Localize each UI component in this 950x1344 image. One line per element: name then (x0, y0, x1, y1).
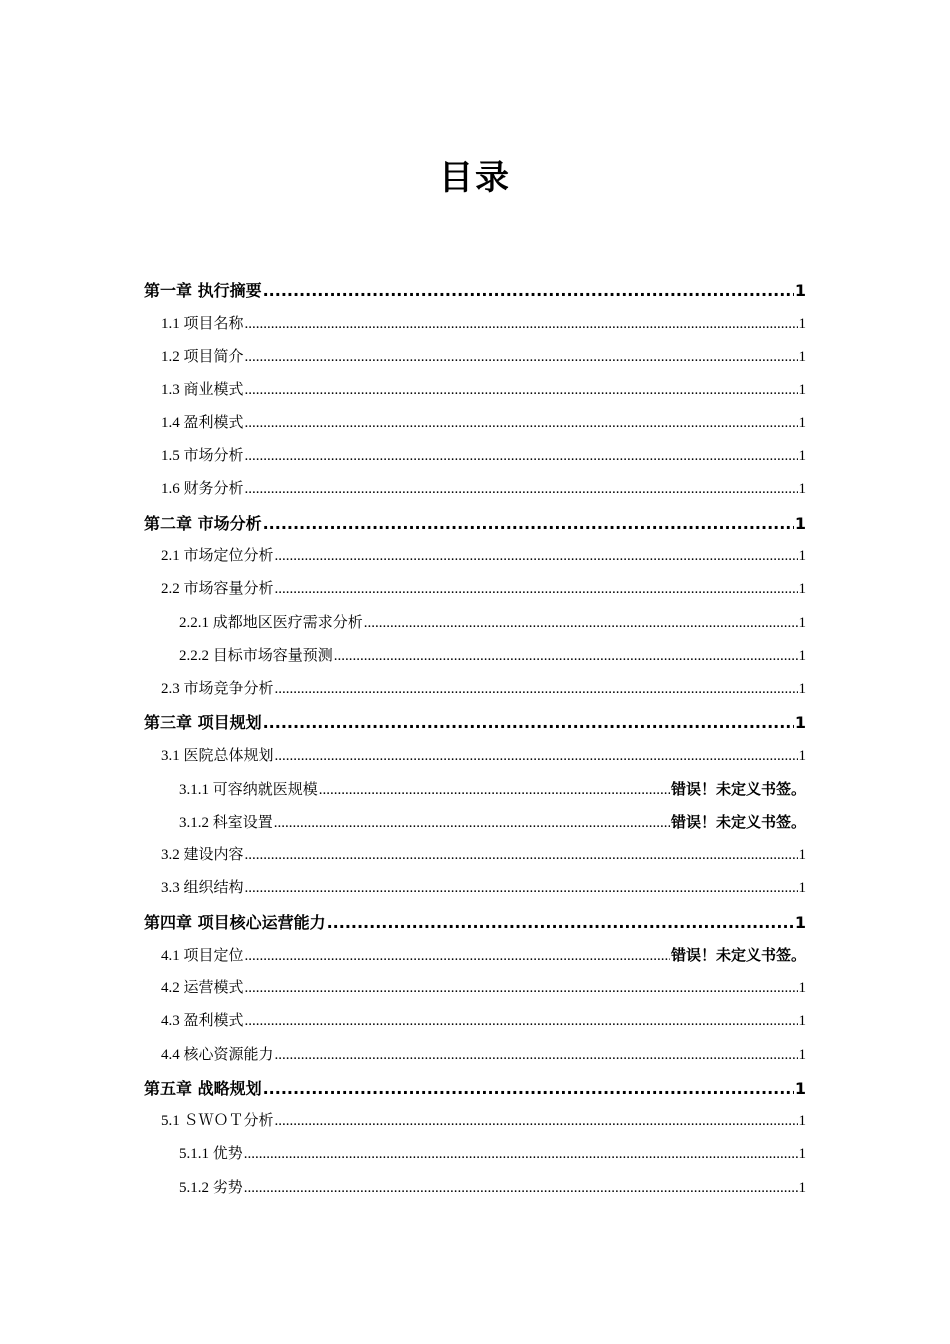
toc-page-number: 1 (798, 1146, 806, 1163)
toc-section-entry[interactable] (144, 1039, 806, 1072)
dot-leader (245, 374, 798, 407)
dot-leader (274, 807, 670, 839)
toc-page-number: 1 (794, 513, 806, 533)
toc-entry-label: 第五章 战略规划 (144, 1078, 262, 1098)
toc-page-number: 1 (798, 381, 806, 398)
toc-entry-label: 4.1 项目定位 (161, 948, 244, 964)
toc-page-number: 1 (798, 315, 806, 332)
toc-entry-label: 1.5 市场分析 (161, 448, 244, 465)
dot-leader (327, 906, 794, 940)
dot-leader (275, 673, 798, 706)
toc-entry-label: 2.3 市场竞争分析 (161, 680, 274, 697)
toc-entry-label: 5.1 ＳＷＯＴ分析 (161, 1113, 274, 1130)
toc-page-number: 1 (798, 680, 806, 697)
toc-chapter-entry[interactable] (144, 274, 806, 308)
toc-section-entry[interactable] (144, 607, 806, 640)
toc-chapter-entry[interactable] (144, 1072, 806, 1106)
dot-leader (245, 341, 798, 374)
toc-section-entry[interactable] (144, 407, 806, 440)
toc-section-entry[interactable] (144, 773, 806, 806)
dot-leader (245, 308, 798, 341)
toc-chapter-entry[interactable] (144, 507, 806, 541)
dot-leader (244, 1138, 798, 1171)
toc-page-number: 1 (798, 980, 806, 997)
toc-page-number: 1 (798, 1179, 806, 1196)
toc-page-number: 错误！未定义书签。 (670, 812, 806, 831)
toc-section-entry[interactable] (144, 1138, 806, 1171)
toc-page-number: 1 (798, 880, 806, 897)
toc-page-number: 错误！未定义书签。 (670, 946, 806, 964)
toc-chapter-entry[interactable] (144, 706, 806, 740)
toc-page-number: 1 (798, 1113, 806, 1130)
toc-section-entry[interactable] (144, 640, 806, 673)
toc-section-entry[interactable] (144, 473, 806, 506)
dot-leader (334, 640, 798, 673)
table-of-contents (144, 274, 806, 1205)
toc-entry-label: 3.1.2 科室设置 (179, 814, 273, 831)
toc-entry-label: 3.1 医院总体规划 (161, 747, 274, 764)
toc-section-entry[interactable] (144, 839, 806, 872)
toc-section-entry[interactable] (144, 872, 806, 905)
dot-leader (275, 1039, 798, 1072)
toc-section-entry[interactable] (144, 341, 806, 374)
toc-section-entry[interactable] (144, 1105, 806, 1138)
dot-leader (263, 507, 794, 541)
toc-page-number: 1 (798, 847, 806, 864)
toc-entry-label: 3.2 建设内容 (161, 847, 244, 864)
toc-entry-label: 第二章 市场分析 (144, 513, 262, 533)
dot-leader (245, 440, 798, 473)
toc-page-number: 1 (798, 348, 806, 365)
dot-leader (245, 1005, 798, 1038)
dot-leader (245, 407, 798, 440)
toc-section-entry[interactable] (144, 1005, 806, 1038)
toc-entry-label: 1.4 盈利模式 (161, 415, 244, 432)
toc-chapter-entry[interactable] (144, 906, 806, 940)
toc-entry-label: 2.2 市场容量分析 (161, 581, 274, 598)
toc-entry-label: 4.4 核心资源能力 (161, 1046, 274, 1063)
toc-entry-label: 2.1 市场定位分析 (161, 548, 274, 565)
toc-entry-label: 2.2.2 目标市场容量预测 (179, 647, 333, 664)
dot-leader (245, 473, 798, 506)
toc-entry-label: 4.2 运营模式 (161, 980, 244, 997)
toc-section-entry[interactable] (144, 374, 806, 407)
dot-leader (319, 774, 670, 806)
toc-page-number: 1 (794, 281, 806, 300)
dot-leader (245, 940, 670, 972)
dot-leader (275, 740, 798, 773)
dot-leader (275, 573, 798, 606)
toc-page-number: 1 (798, 481, 806, 498)
toc-page-number: 1 (798, 1013, 806, 1030)
toc-page-number: 1 (798, 448, 806, 465)
toc-page-number: 1 (798, 415, 806, 432)
dot-leader (245, 972, 798, 1005)
toc-section-entry[interactable] (144, 573, 806, 606)
dot-leader (275, 1105, 798, 1138)
toc-page-number: 1 (798, 581, 806, 598)
toc-section-entry[interactable] (144, 972, 806, 1005)
toc-page-number: 1 (798, 647, 806, 664)
toc-page-number: 1 (798, 1046, 806, 1063)
toc-page-number: 1 (794, 713, 806, 733)
toc-page-number: 错误！未定义书签。 (670, 779, 806, 798)
toc-page-number: 1 (798, 548, 806, 565)
dot-leader (244, 1172, 798, 1205)
toc-page-number: 1 (798, 614, 806, 631)
toc-entry-label: 1.2 项目简介 (161, 348, 244, 365)
toc-page-number: 1 (798, 747, 806, 764)
toc-entry-label: 2.2.1 成都地区医疗需求分析 (179, 614, 363, 631)
toc-page-number: 1 (794, 912, 806, 932)
toc-section-entry[interactable] (144, 440, 806, 473)
page-title: 目录 (439, 158, 511, 198)
dot-leader (245, 872, 798, 905)
dot-leader (263, 706, 794, 740)
dot-leader (245, 839, 798, 872)
toc-section-entry[interactable] (144, 308, 806, 341)
toc-entry-label: 3.1.1 可容纳就医规模 (179, 781, 318, 798)
toc-entry-label: 5.1.2 劣势 (179, 1179, 243, 1196)
toc-section-entry[interactable] (144, 540, 806, 573)
dot-leader (263, 1072, 794, 1106)
dot-leader (275, 540, 798, 573)
toc-entry-label: 4.3 盈利模式 (161, 1013, 244, 1030)
toc-section-entry[interactable] (144, 740, 806, 773)
toc-entry-label: 第四章 项目核心运营能力 (144, 912, 326, 932)
toc-section-entry[interactable] (144, 673, 806, 706)
toc-entry-label: 1.1 项目名称 (161, 315, 244, 332)
dot-leader (364, 607, 798, 640)
dot-leader (263, 274, 794, 308)
toc-entry-label: 1.6 财务分析 (161, 481, 244, 498)
toc-section-entry[interactable] (144, 939, 806, 972)
toc-page-number: 1 (794, 1078, 806, 1098)
toc-entry-label: 第三章 项目规划 (144, 713, 262, 733)
toc-entry-label: 1.3 商业模式 (161, 381, 244, 398)
toc-entry-label: 第一章 执行摘要 (144, 281, 262, 300)
toc-section-entry[interactable] (144, 1172, 806, 1205)
toc-entry-label: 5.1.1 优势 (179, 1146, 243, 1163)
toc-section-entry[interactable] (144, 806, 806, 839)
toc-entry-label: 3.3 组织结构 (161, 880, 244, 897)
